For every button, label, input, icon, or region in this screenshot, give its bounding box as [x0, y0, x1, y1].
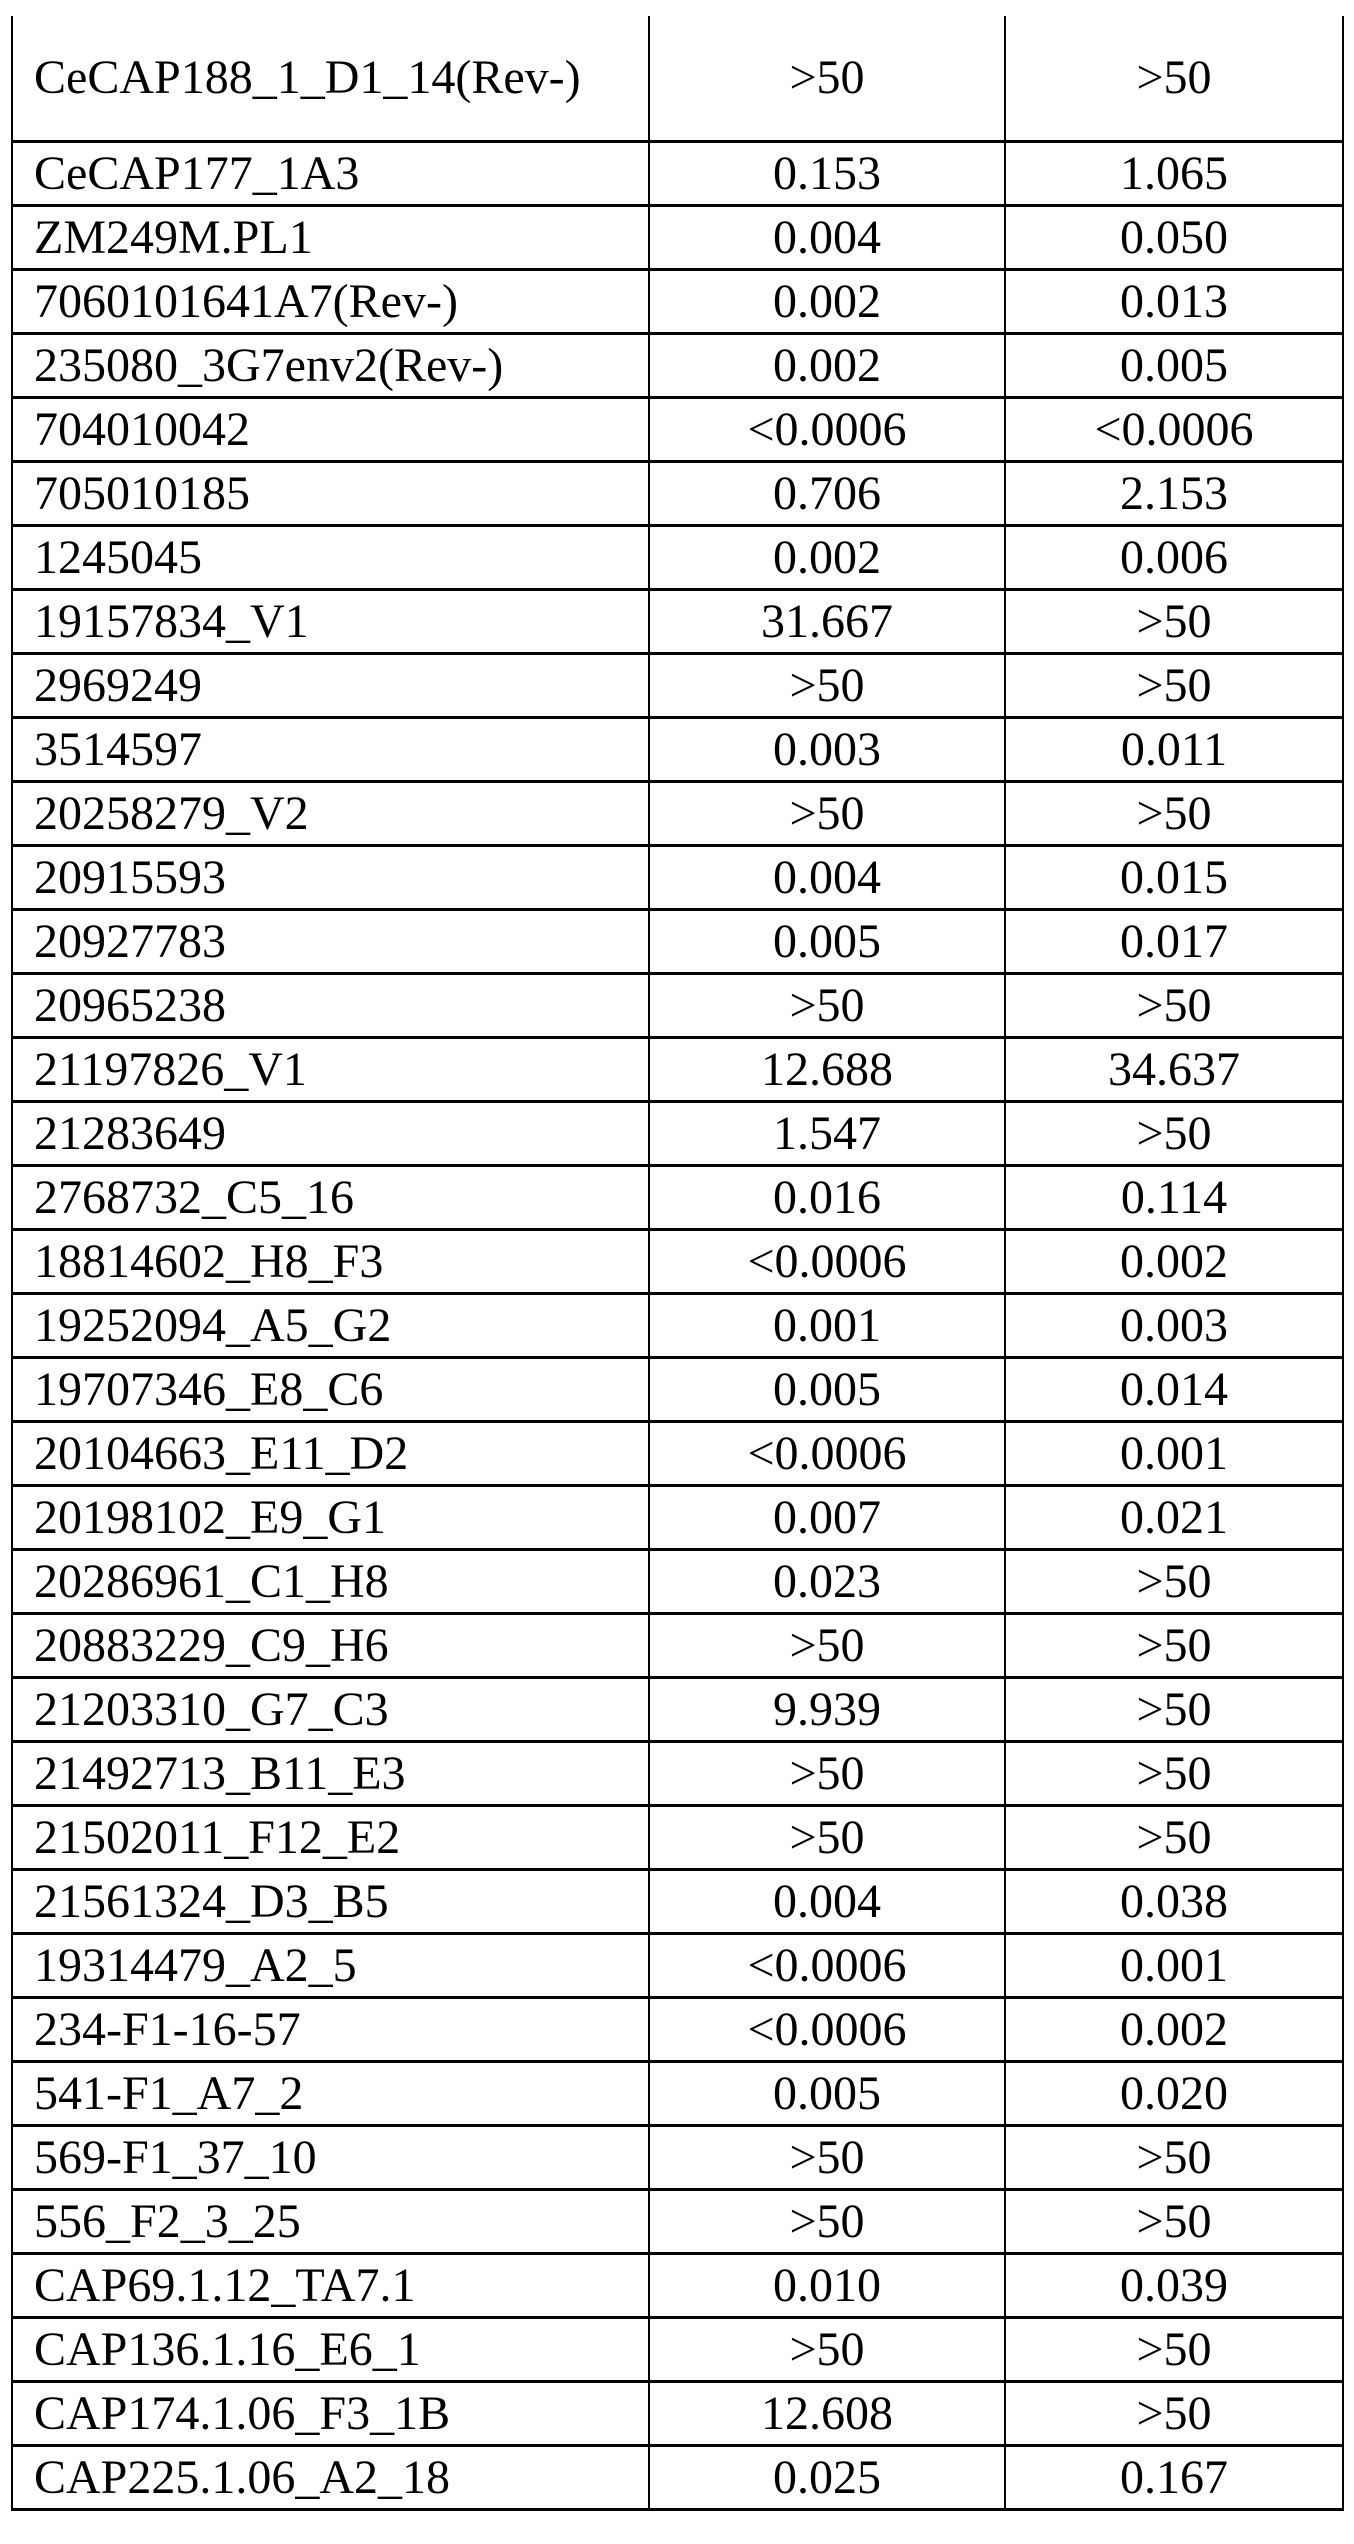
value-cell-col2: 31.667 [649, 590, 1005, 654]
table-row [12, 2318, 1343, 2382]
table-row [12, 16, 1343, 142]
table-row [12, 846, 1343, 910]
value-cell-col2: >50 [649, 2318, 1005, 2382]
value-cell-col2: 0.002 [649, 270, 1005, 334]
value-cell-col3: 2.153 [1005, 462, 1343, 526]
value-cell-col2: 0.005 [649, 910, 1005, 974]
value-cell-col3: 0.001 [1005, 1934, 1343, 1998]
value-cell-col3: >50 [1005, 782, 1343, 846]
table-row [12, 1742, 1343, 1806]
virus-name-cell: 20927783 [12, 910, 649, 974]
table-row [12, 590, 1343, 654]
value-cell-col3: >50 [1005, 16, 1343, 142]
value-cell-col3: 0.013 [1005, 270, 1343, 334]
table-row [12, 1422, 1343, 1486]
value-cell-col3: >50 [1005, 2190, 1343, 2254]
table-row [12, 1358, 1343, 1422]
value-cell-col2: 0.005 [649, 2062, 1005, 2126]
virus-name-cell: ZM249M.PL1 [12, 206, 649, 270]
table-row [12, 2190, 1343, 2254]
value-cell-col3: 0.017 [1005, 910, 1343, 974]
value-cell-col3: <0.0006 [1005, 398, 1343, 462]
virus-name-cell: 21502011_F12_E2 [12, 1806, 649, 1870]
virus-name-cell: 20883229_C9_H6 [12, 1614, 649, 1678]
virus-name-cell: CeCAP188_1_D1_14(Rev-) [12, 16, 649, 142]
value-cell-col2: 0.010 [649, 2254, 1005, 2318]
value-cell-col2: >50 [649, 654, 1005, 718]
value-cell-col2: 0.023 [649, 1550, 1005, 1614]
value-cell-col2: 12.688 [649, 1038, 1005, 1102]
value-cell-col2: <0.0006 [649, 1230, 1005, 1294]
virus-name-cell: 1245045 [12, 526, 649, 590]
value-cell-col3: 0.002 [1005, 1998, 1343, 2062]
value-cell-col2: >50 [649, 782, 1005, 846]
table-row [12, 526, 1343, 590]
table-row [12, 1166, 1343, 1230]
table-row [12, 334, 1343, 398]
table-row [12, 462, 1343, 526]
value-cell-col3: >50 [1005, 1550, 1343, 1614]
virus-name-cell: 2768732_C5_16 [12, 1166, 649, 1230]
virus-name-cell: CAP174.1.06_F3_1B [12, 2382, 649, 2446]
table-row [12, 1038, 1343, 1102]
table-row [12, 1998, 1343, 2062]
value-cell-col2: 0.004 [649, 846, 1005, 910]
table-row [12, 2382, 1343, 2446]
table-row [12, 1614, 1343, 1678]
value-cell-col2: 0.007 [649, 1486, 1005, 1550]
table-row [12, 1486, 1343, 1550]
virus-name-cell: 21492713_B11_E3 [12, 1742, 649, 1806]
table-row [12, 206, 1343, 270]
table-row [12, 1870, 1343, 1934]
virus-name-cell: 21561324_D3_B5 [12, 1870, 649, 1934]
virus-name-cell: 21197826_V1 [12, 1038, 649, 1102]
value-cell-col3: >50 [1005, 974, 1343, 1038]
value-cell-col2: >50 [649, 974, 1005, 1038]
value-cell-col2: 0.005 [649, 1358, 1005, 1422]
value-cell-col3: >50 [1005, 1742, 1343, 1806]
table-row [12, 2254, 1343, 2318]
table-row [12, 270, 1343, 334]
table-row [12, 2446, 1343, 2510]
value-cell-col3: >50 [1005, 1614, 1343, 1678]
table-row [12, 1550, 1343, 1614]
value-cell-col3: >50 [1005, 1678, 1343, 1742]
virus-name-cell: CeCAP177_1A3 [12, 142, 649, 206]
table-row [12, 2126, 1343, 2190]
virus-name-cell: 19157834_V1 [12, 590, 649, 654]
table-row [12, 1934, 1343, 1998]
table-row [12, 654, 1343, 718]
virus-name-cell: 19707346_E8_C6 [12, 1358, 649, 1422]
virus-name-cell: 541-F1_A7_2 [12, 2062, 649, 2126]
value-cell-col3: >50 [1005, 2318, 1343, 2382]
value-cell-col3: >50 [1005, 2382, 1343, 2446]
value-cell-col3: 0.015 [1005, 846, 1343, 910]
value-cell-col3: 0.021 [1005, 1486, 1343, 1550]
value-cell-col3: 0.114 [1005, 1166, 1343, 1230]
virus-name-cell: 20258279_V2 [12, 782, 649, 846]
virus-name-cell: 235080_3G7env2(Rev-) [12, 334, 649, 398]
value-cell-col3: 0.039 [1005, 2254, 1343, 2318]
virus-name-cell: 3514597 [12, 718, 649, 782]
table-row [12, 974, 1343, 1038]
value-cell-col2: >50 [649, 2190, 1005, 2254]
value-cell-col2: 0.001 [649, 1294, 1005, 1358]
value-cell-col2: 0.016 [649, 1166, 1005, 1230]
virus-name-cell: 704010042 [12, 398, 649, 462]
value-cell-col2: 0.002 [649, 334, 1005, 398]
value-cell-col3: >50 [1005, 1102, 1343, 1166]
virus-name-cell: 2969249 [12, 654, 649, 718]
virus-name-cell: 21203310_G7_C3 [12, 1678, 649, 1742]
virus-name-cell: 556_F2_3_25 [12, 2190, 649, 2254]
table-row [12, 142, 1343, 206]
value-cell-col2: <0.0006 [649, 1934, 1005, 1998]
virus-name-cell: 20915593 [12, 846, 649, 910]
virus-name-cell: 234-F1-16-57 [12, 1998, 649, 2062]
value-cell-col3: >50 [1005, 590, 1343, 654]
table-row [12, 398, 1343, 462]
data-table [11, 16, 1344, 2511]
virus-name-cell: 18814602_H8_F3 [12, 1230, 649, 1294]
value-cell-col2: 0.004 [649, 206, 1005, 270]
value-cell-col3: 0.011 [1005, 718, 1343, 782]
value-cell-col2: <0.0006 [649, 1422, 1005, 1486]
value-cell-col3: >50 [1005, 654, 1343, 718]
virus-name-cell: 7060101641A7(Rev-) [12, 270, 649, 334]
table-row [12, 1230, 1343, 1294]
value-cell-col3: >50 [1005, 1806, 1343, 1870]
table-row [12, 782, 1343, 846]
value-cell-col3: 1.065 [1005, 142, 1343, 206]
value-cell-col2: 9.939 [649, 1678, 1005, 1742]
virus-name-cell: 569-F1_37_10 [12, 2126, 649, 2190]
virus-name-cell: CAP136.1.16_E6_1 [12, 2318, 649, 2382]
value-cell-col3: 0.014 [1005, 1358, 1343, 1422]
virus-name-cell: 20104663_E11_D2 [12, 1422, 649, 1486]
value-cell-col2: 0.025 [649, 2446, 1005, 2510]
table-row [12, 718, 1343, 782]
value-cell-col2: >50 [649, 1742, 1005, 1806]
value-cell-col2: 1.547 [649, 1102, 1005, 1166]
value-cell-col2: 0.003 [649, 718, 1005, 782]
value-cell-col2: 12.608 [649, 2382, 1005, 2446]
virus-name-cell: 19314479_A2_5 [12, 1934, 649, 1998]
value-cell-col3: >50 [1005, 2126, 1343, 2190]
virus-name-cell: 705010185 [12, 462, 649, 526]
value-cell-col3: 0.001 [1005, 1422, 1343, 1486]
value-cell-col2: <0.0006 [649, 1998, 1005, 2062]
table-row [12, 2062, 1343, 2126]
value-cell-col2: 0.002 [649, 526, 1005, 590]
value-cell-col3: 0.006 [1005, 526, 1343, 590]
value-cell-col2: 0.706 [649, 462, 1005, 526]
value-cell-col2: >50 [649, 1614, 1005, 1678]
table-row [12, 910, 1343, 974]
virus-name-cell: CAP225.1.06_A2_18 [12, 2446, 649, 2510]
table-row [12, 1294, 1343, 1358]
value-cell-col2: >50 [649, 16, 1005, 142]
value-cell-col3: 0.167 [1005, 2446, 1343, 2510]
virus-name-cell: 19252094_A5_G2 [12, 1294, 649, 1358]
value-cell-col2: <0.0006 [649, 398, 1005, 462]
table-row [12, 1678, 1343, 1742]
value-cell-col2: >50 [649, 2126, 1005, 2190]
value-cell-col3: 0.005 [1005, 334, 1343, 398]
value-cell-col3: 0.038 [1005, 1870, 1343, 1934]
virus-name-cell: 20286961_C1_H8 [12, 1550, 649, 1614]
virus-name-cell: 20965238 [12, 974, 649, 1038]
value-cell-col2: 0.153 [649, 142, 1005, 206]
table-row [12, 1102, 1343, 1166]
table-row [12, 1806, 1343, 1870]
virus-name-cell: CAP69.1.12_TA7.1 [12, 2254, 649, 2318]
table-body [12, 16, 1343, 2510]
data-table-container [11, 16, 1342, 2511]
value-cell-col2: >50 [649, 1806, 1005, 1870]
value-cell-col3: 0.002 [1005, 1230, 1343, 1294]
virus-name-cell: 21283649 [12, 1102, 649, 1166]
value-cell-col3: 0.020 [1005, 2062, 1343, 2126]
value-cell-col3: 34.637 [1005, 1038, 1343, 1102]
value-cell-col3: 0.003 [1005, 1294, 1343, 1358]
value-cell-col2: 0.004 [649, 1870, 1005, 1934]
value-cell-col3: 0.050 [1005, 206, 1343, 270]
virus-name-cell: 20198102_E9_G1 [12, 1486, 649, 1550]
